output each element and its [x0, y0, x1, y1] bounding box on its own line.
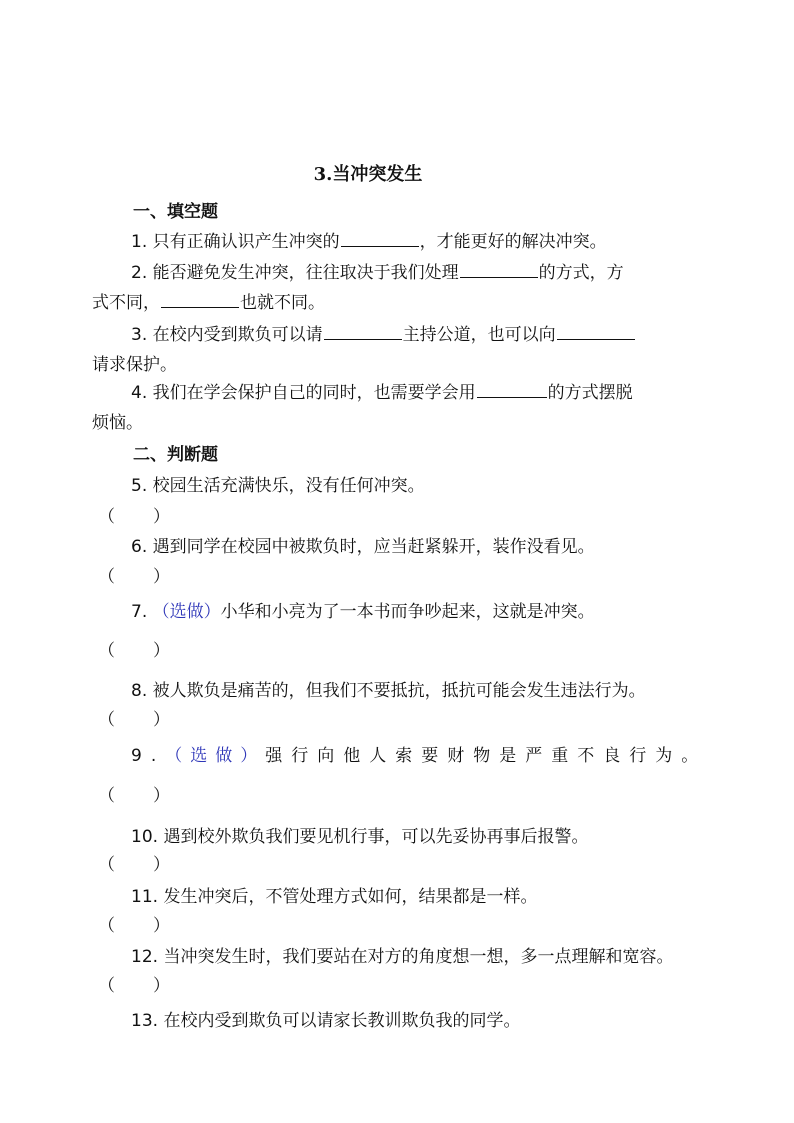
question-9-number: 9.	[131, 746, 166, 766]
answer-blank[interactable]	[324, 321, 402, 340]
section-heading-true-false: 二、判断题	[133, 445, 218, 465]
question-9	[131, 741, 707, 771]
question-3-text-a: 3. 在校内受到欺负可以请	[131, 325, 323, 345]
answer-parentheses[interactable]: （ ）	[98, 976, 170, 996]
question-7	[131, 597, 595, 627]
optional-tag: （选做）	[165, 746, 266, 766]
optional-tag: （选做）	[152, 602, 221, 622]
question-1	[131, 227, 607, 257]
question-4	[131, 378, 633, 408]
page-title: 3.当冲突发生	[313, 164, 423, 185]
question-4-continued: 烦恼。	[92, 413, 143, 433]
answer-parentheses[interactable]: （ ）	[98, 567, 170, 587]
question-7-text: 小华和小亮为了一本书而争吵起来，这就是冲突。	[220, 602, 595, 622]
answer-blank[interactable]	[477, 379, 547, 398]
question-3	[131, 320, 636, 350]
question-2	[131, 258, 624, 288]
question-2-text-c: 式不同，	[92, 293, 160, 313]
answer-parentheses[interactable]: （ ）	[98, 786, 170, 806]
answer-blank[interactable]	[161, 289, 239, 308]
question-3-continued: 请求保护。	[92, 355, 177, 375]
answer-parentheses[interactable]: （ ）	[98, 710, 170, 730]
question-4-text-b: 的方式摆脱	[547, 383, 633, 403]
answer-blank[interactable]	[460, 259, 538, 278]
question-9-text: 强行向他人索要财物是严重不良行为。	[265, 746, 708, 766]
answer-parentheses[interactable]: （ ）	[98, 507, 170, 527]
answer-parentheses[interactable]: （ ）	[98, 855, 170, 875]
answer-parentheses[interactable]: （ ）	[98, 916, 170, 936]
question-2-text-d: 也就不同。	[240, 293, 325, 313]
question-2-text-a: 2. 能否避免发生冲突，往往取决于我们处理	[131, 263, 459, 283]
answer-blank[interactable]	[341, 228, 419, 247]
answer-blank[interactable]	[557, 321, 635, 340]
question-13: 13. 在校内受到欺负可以请家长教训欺负我的同学。	[131, 1011, 521, 1031]
question-4-text-a: 4. 我们在学会保护自己的同时，也需要学会用	[131, 383, 476, 403]
answer-parentheses[interactable]: （ ）	[98, 641, 170, 661]
question-2-text-b: 的方式，方	[538, 263, 624, 283]
question-1-text-a: 1. 只有正确认识产生冲突的	[131, 232, 340, 252]
question-1-text-b: ，才能更好的解决冲突。	[419, 232, 607, 252]
question-12: 12. 当冲突发生时，我们要站在对方的角度想一想，多一点理解和宽容。	[131, 947, 674, 967]
question-5: 5. 校园生活充满快乐，没有任何冲突。	[131, 476, 425, 496]
section-heading-fill-blank: 一、填空题	[133, 202, 218, 222]
question-11: 11. 发生冲突后，不管处理方式如何，结果都是一样。	[131, 887, 538, 907]
question-2-continued	[92, 288, 325, 318]
question-6: 6. 遇到同学在校园中被欺负时，应当赶紧躲开，装作没看见。	[131, 537, 595, 557]
question-10: 10. 遇到校外欺负我们要见机行事，可以先妥协再事后报警。	[131, 827, 589, 847]
question-3-text-b: 主持公道，也可以向	[402, 325, 556, 345]
question-8: 8. 被人欺负是痛苦的，但我们不要抵抗，抵抗可能会发生违法行为。	[131, 681, 646, 701]
question-7-number: 7.	[131, 602, 148, 622]
